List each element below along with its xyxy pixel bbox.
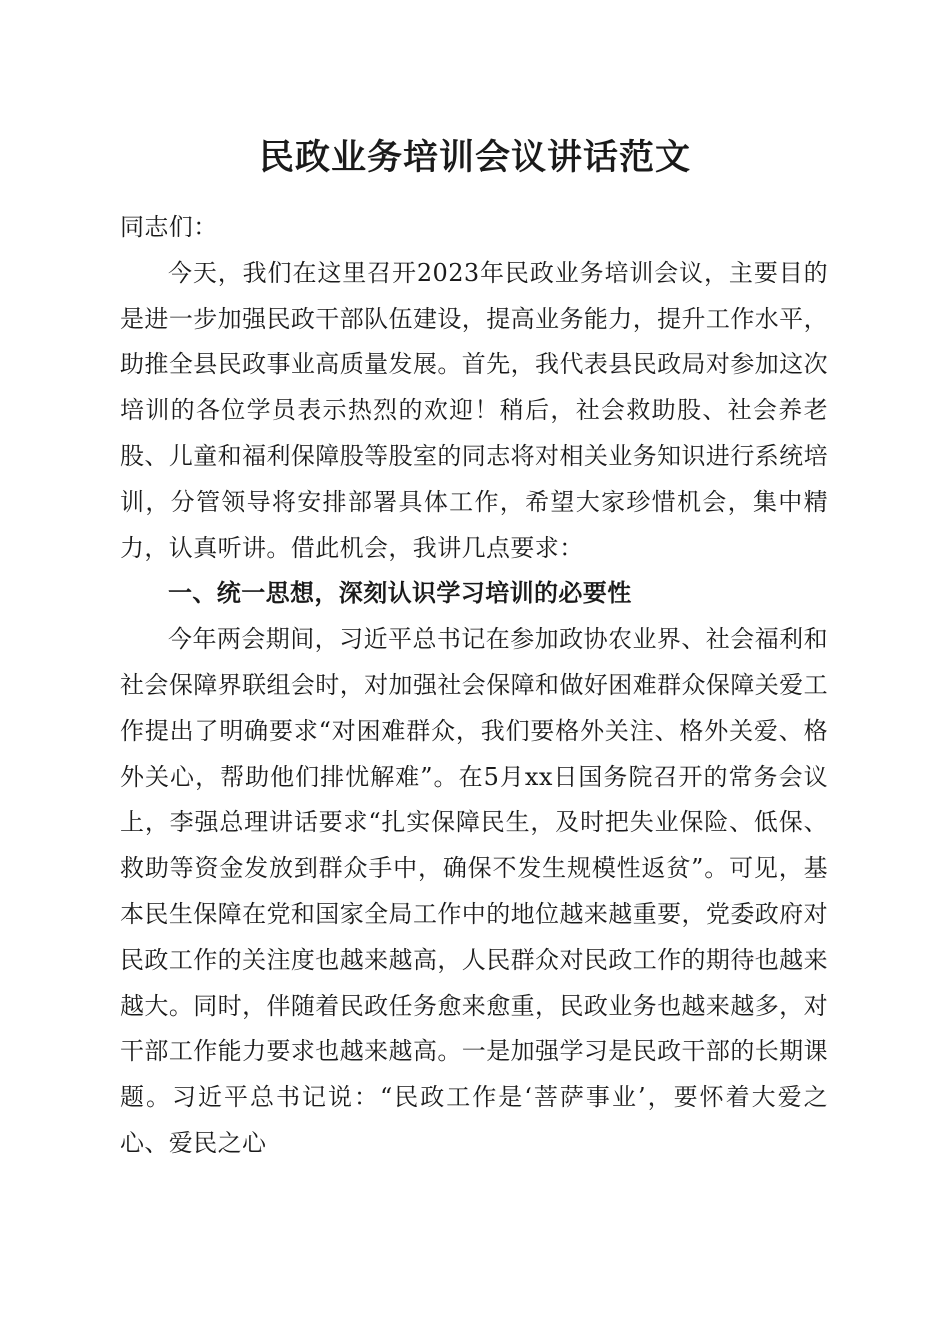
section-heading-1: 一、统一思想，深刻认识学习培训的必要性 <box>168 579 632 608</box>
page-title: 民政业务培训会议讲话范文 <box>258 137 691 178</box>
paragraph-intro: 今天，我们在这里召开2023年民政业务培训会议，主要目的是进一步加强民政干部队伍建设，提高业务能力，提升工作水平，助推全县民政事业高质量发展。首先，我代表县民政局对参加这次培训的各位学员表示热烈的欢迎！稍后，社会救助股、社会养老股、儿童和福利保障股等股室的同志将对相关业务知识进行系统培训，分管领导将安排部署具体工作，希望大家珍惜机会，集中精力，认真听讲。借此机会，我讲几点要求： <box>120 258 828 562</box>
document-body <box>120 205 828 1167</box>
salutation: 同志们： <box>120 213 218 241</box>
paragraph-section-1: 今年两会期间，习近平总书记在参加政协农业界、社会福利和社会保障界联组会时，对加强社会保障和做好困难群众保障关爱工作提出了明确要求“对困难群众，我们要格外关注、格外关爱、格外关心，帮助他们排忧解难”。在5月xx日国务院召开的常务会议上，李强总理讲话要求“扎实保障民生，及时把失业保险、低保、救助等资金发放到群众手中，确保不发生规模性返贫”。可见，基本民生保障在党和国家全局工作中的地位越来越重要，党委政府对民政工作的关注度也越来越高，人民群众对民政工作的期待也越来越大。同时，伴随着民政任务愈来愈重，民政业务也越来越多，对干部工作能力要求也越来越高。一是加强学习是民政干部的长期课题。习近平总书记说：“民政工作是‘菩萨事业’，要怀着大爱之心、爱民之心 <box>120 625 828 1157</box>
